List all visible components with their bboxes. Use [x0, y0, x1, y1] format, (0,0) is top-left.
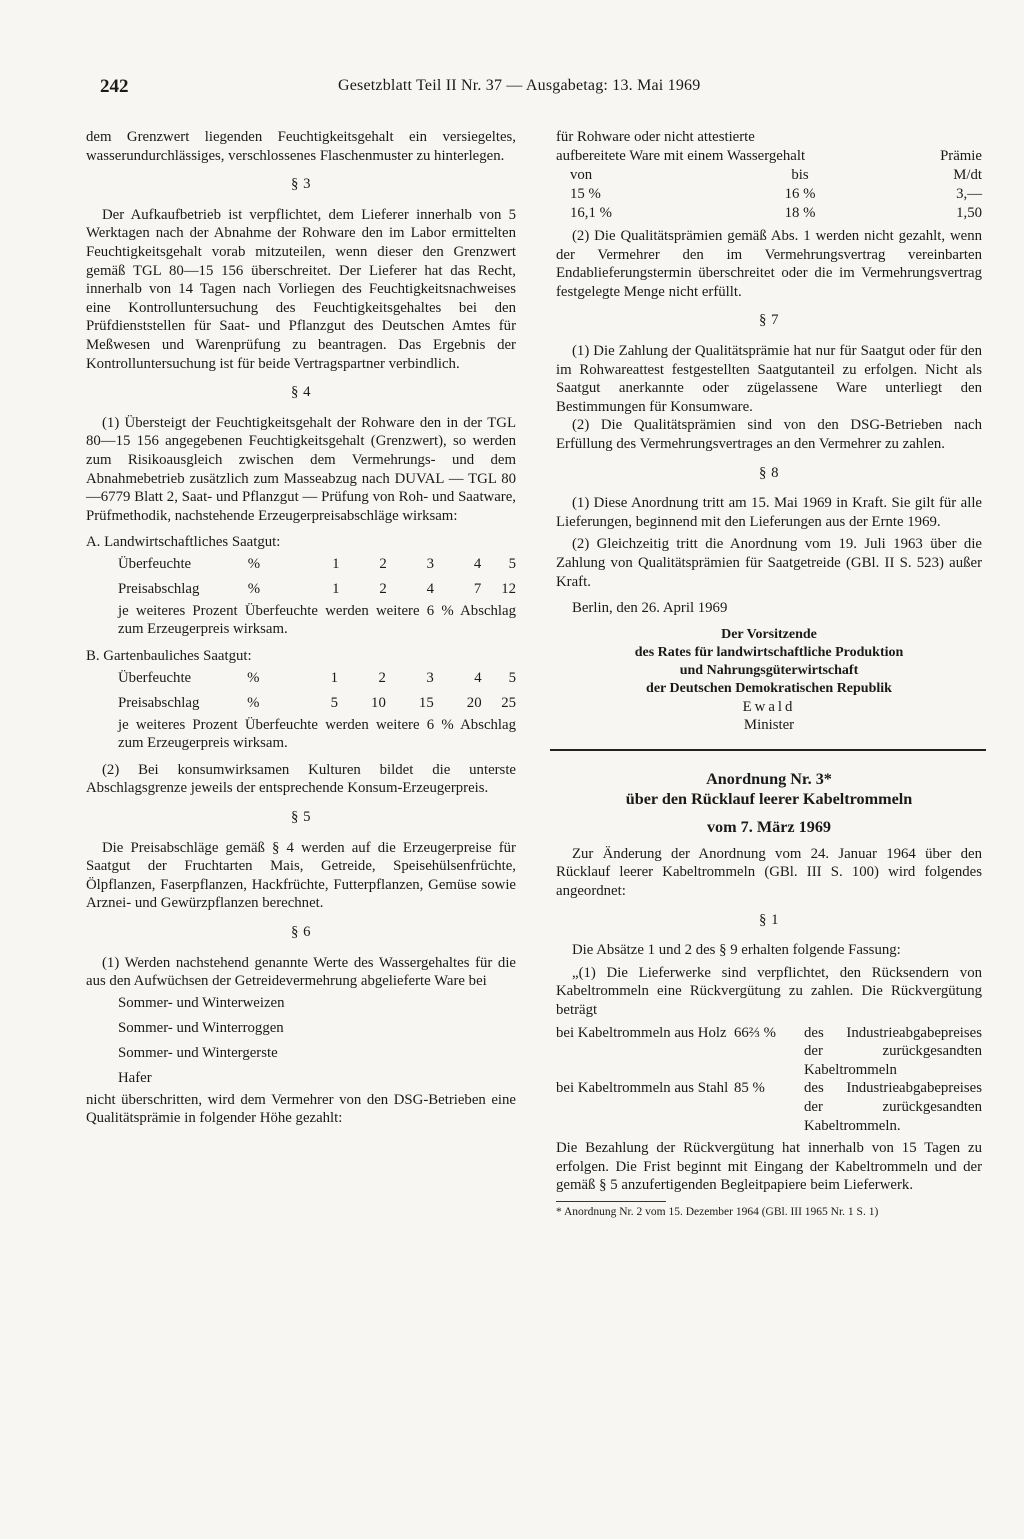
table-cell: 5: [330, 694, 338, 711]
paragraph: dem Grenzwert liegenden Feuchtigkeitsgehalt ein versiegeltes, wasserundurchlässiges, verschlossenes Flaschenmuster zu hinterlegen.: [86, 129, 516, 164]
table-cell: 5: [508, 555, 516, 572]
ordinance-title: Anordnung Nr. 3*: [706, 769, 832, 788]
paragraph: (2) Die Qualitätsprämien gemäß Abs. 1 werden nicht gezahlt, wenn der Vermehrer den im Vermehrungsvertrag vereinbarten Endablieferungstermin überschreitet oder die im Vermehrungsvertrag festgelegte Menge nicht erfüllt.: [556, 228, 982, 300]
refund-table: [556, 1024, 982, 1136]
table-header: M/dt: [953, 167, 982, 183]
section-heading: § 5: [291, 809, 311, 826]
table-cell: bei Kabeltrommeln aus Holz: [556, 1024, 727, 1041]
page-header: [100, 72, 760, 106]
surcharge-table-a: [86, 552, 516, 602]
section-heading: § 8: [759, 464, 779, 481]
table-header: bis: [791, 167, 809, 183]
right-column: [556, 128, 982, 1219]
paragraph: „(1) Die Lieferwerke sind verpflichtet, den Rücksendern von Kabeltrommeln eine Rückvergütung zu zahlen. Die Rückvergütung beträgt: [556, 964, 982, 1019]
row-label: Überfeuchte: [118, 555, 192, 572]
table-cell: 4: [426, 580, 435, 597]
table-row: [556, 1024, 982, 1080]
table-row: [556, 1079, 982, 1135]
paragraph: Zur Änderung der Anordnung vom 24. Januar 1964 über den Rücklauf leerer Kabeltrommeln (GBl. III S. 100) wird folgendes angeordnet:: [556, 845, 982, 900]
table-header: von: [570, 167, 593, 183]
table-cell: 25: [501, 694, 516, 711]
table-row: [86, 666, 516, 691]
table-cell: 1,50: [956, 205, 982, 221]
table-cell: 20: [466, 694, 482, 711]
section-heading: § 1: [759, 911, 779, 928]
section-heading: § 3: [291, 176, 311, 193]
table-row: [86, 552, 516, 577]
table-cell: 15: [418, 694, 434, 711]
section-heading: § 6: [291, 924, 311, 940]
paragraph: Der Aufkaufbetrieb ist verpflichtet, dem Lieferer innerhalb von 5 Werktagen nach der Abnahme der Rohware den im Labor ermittelten Feuchtigkeitsgehalt vorab mitzuteilen, wenn dieser den Grenzwert gemäß TGL 80—15 156 überschreitet. Der Lieferer hat das Recht, innerhalb von 14 Tagen nach Vorliegen des Feuchtigkeitsnachweises eine Kontrolluntersuchung des Feuchtigkeitsgehaltes bei den Prüfdienststellen für Saat- und Pflanzgut des Deutschen Amtes für Meßwesen und Warenprüfung zu beantragen. Das Ergebnis der Kontrolluntersuchung ist für beide Vertragspartner verbindlich.: [86, 206, 516, 372]
unit: %: [247, 580, 261, 597]
list-item: Hafer: [118, 1069, 152, 1086]
place-date: Berlin, den 26. April 1969: [572, 600, 728, 617]
table-cell: 16 %: [784, 186, 816, 202]
paragraph: (1) Die Zahlung der Qualitätsprämie hat nur für Saatgut oder für den im Rohwareattest festgestellten Saatgutanteil zu erfolgen. Nicht als Saatgut anerkannte oder zügelassene Ware unterliegt den Bestimmungen für Konsumware.: [556, 342, 982, 415]
paragraph: (2) Bei konsumwirksamen Kulturen bildet die unterste Abschlagsgrenze jeweils der entsprechende Konsum-Erzeugerpreis.: [86, 761, 516, 797]
paragraph: (2) Gleichzeitig tritt die Anordnung vom 19. Juli 1963 über die Zahlung von Qualitätsprämien für Saatgetreide (GBl. II S. 523) außer Kraft.: [556, 536, 982, 590]
left-column: [86, 128, 516, 1128]
table-cell: 4: [474, 669, 482, 686]
table-cell: 1: [330, 669, 338, 686]
paragraph: Die Absätze 1 und 2 des § 9 erhalten folgende Fassung:: [572, 942, 901, 959]
table-cell: 2: [378, 669, 386, 686]
table-cell: 3: [426, 555, 435, 572]
table-cell: 1: [332, 580, 340, 597]
signature-block: [556, 626, 982, 698]
footnote-divider: [556, 1201, 666, 1202]
paragraph: Die Preisabschläge gemäß § 4 werden auf die Erzeugerpreise für Saatgut der Fruchtarten Mais, Getreide, Speisehülsenfrüchte, Ölpflanzen, Faserpflanzen, Hackfrüchte, Futterpflanzen, Gemüse sowie Arznei- und Gewürzpflanzen berechnet.: [86, 839, 516, 912]
list-item: Sommer- und Wintergerste: [118, 1044, 278, 1061]
page-number: 242: [100, 76, 129, 97]
water-content-table: [556, 128, 982, 223]
paragraph: (2) Die Qualitätsprämien sind von den DSG-Betrieben nach Erfüllung des Vermehrungsvertrages an den Vermehrer zu zahlen.: [556, 417, 982, 452]
table-row: [556, 185, 982, 204]
table-cell: 3: [426, 669, 434, 686]
section-heading: § 7: [759, 312, 779, 329]
table-cell: 85 %: [734, 1080, 765, 1097]
table-cell: 18 %: [784, 205, 816, 221]
table-row: [556, 204, 982, 223]
table-cell: 66⅔ %: [734, 1024, 776, 1041]
table-row: [86, 577, 516, 602]
subheading: B. Gartenbauliches Saatgut:: [86, 648, 252, 665]
surcharge-table-b: [86, 666, 516, 716]
table-cell: 15 %: [570, 186, 601, 202]
ordinance-subject: über den Rücklauf leerer Kabeltrommeln: [625, 789, 913, 808]
table-cell: 3,—: [956, 186, 982, 202]
paragraph: (1) Übersteigt der Feuchtigkeitsgehalt der Rohware den in der TGL 80—15 156 angegebenen Feuchtigkeitsgehalt (Grenzwert), so werden zum Risikoausgleich zwischen dem Vermehrungs- und dem Abnahmebetrieb zusätzlich zum Masseabzug nach DUVAL — TGL 80—6779 Blatt 2, Saat- und Pflanzgut — Prüfung von Roh- und Saatware, Prüfmethodik, nachstehende Erzeugerpreisabschläge wirksam:: [86, 414, 516, 524]
table-header: für Rohware oder nicht attestierte: [556, 129, 755, 145]
table-cell: 7: [473, 580, 482, 597]
paragraph: (1) Diese Anordnung tritt am 15. Mai 1969 in Kraft. Sie gilt für alle Lieferungen, beginnend mit den Lieferungen aus der Ernte 1969.: [556, 495, 982, 530]
unit: %: [247, 669, 260, 686]
paragraph: nicht überschritten, wird dem Vermehrer von den DSG-Betrieben eine Qualitätsprämie in folgender Höhe gezahlt:: [86, 1091, 516, 1127]
section-heading: § 4: [291, 384, 311, 401]
signatory-role: und Nahrungsgüterwirtschaft: [679, 662, 859, 678]
table-cell: 10: [371, 694, 386, 711]
table-cell: 16,1 %: [570, 205, 612, 221]
table-note: je weiteres Prozent Überfeuchte werden weitere 6 % Abschlag zum Erzeugerpreis wirksam.: [118, 716, 516, 752]
row-label: Preisabschlag: [118, 694, 200, 711]
row-label: Überfeuchte: [118, 669, 192, 686]
paragraph: Die Bezahlung der Rückvergütung hat innerhalb von 15 Tagen zu erfolgen. Die Frist beginnt mit Eingang der Kabeltrommeln und der gemäß § 5 anzufertigenden Begleitpapiere beim Lieferwerk.: [556, 1140, 982, 1194]
running-title: Gesetzblatt Teil II Nr. 37 — Ausgabetag: 13. Mai 1969: [338, 77, 701, 94]
ordinance-date: vom 7. März 1969: [706, 817, 832, 836]
table-cell: 5: [508, 669, 516, 686]
signatory-title: Minister: [743, 717, 795, 734]
unit: %: [247, 694, 260, 711]
table-cell: 1: [332, 555, 340, 572]
row-label: Preisabschlag: [118, 580, 200, 597]
table-note: je weiteres Prozent Überfeuchte werden weitere 6 % Abschlag zum Erzeugerpreis wirksam.: [118, 602, 516, 638]
table-header: aufbereitete Ware mit einem Wassergehalt: [556, 148, 806, 164]
table-cell: 2: [379, 555, 387, 572]
table-cell: 4: [473, 555, 482, 572]
table-cell: 2: [379, 580, 387, 597]
unit: %: [247, 555, 261, 572]
signatory-role: der Deutschen Demokratischen Republik: [646, 680, 892, 696]
grain-list: [86, 991, 516, 1091]
table-row: [86, 691, 516, 716]
list-item: Sommer- und Winterroggen: [118, 1019, 284, 1036]
signatory-name: Ewald: [742, 698, 796, 715]
signatory-role: Der Vorsitzende: [721, 626, 817, 642]
footnote: * Anordnung Nr. 2 vom 15. Dezember 1964 (GBl. III 1965 Nr. 1 S. 1): [556, 1205, 879, 1218]
subheading: A. Landwirtschaftliches Saatgut:: [86, 534, 281, 551]
table-cell: 12: [501, 580, 516, 597]
table-cell: des Industrieabgabepreises der zurückgesandten Kabeltrommeln.: [804, 1080, 982, 1134]
table-header: Prämie: [940, 148, 982, 164]
table-cell: des Industrieabgabepreises der zurückgesandten Kabeltrommeln: [804, 1024, 982, 1078]
divider: [550, 749, 986, 751]
table-cell: bei Kabeltrommeln aus Stahl: [556, 1080, 729, 1097]
signatory-role: des Rates für landwirtschaftliche Produktion: [634, 644, 904, 660]
paragraph: (1) Werden nachstehend genannte Werte des Wassergehaltes für die aus den Aufwüchsen der Getreidevermehrung abgelieferte Ware bei: [86, 954, 516, 990]
list-item: Sommer- und Winterweizen: [118, 994, 285, 1011]
